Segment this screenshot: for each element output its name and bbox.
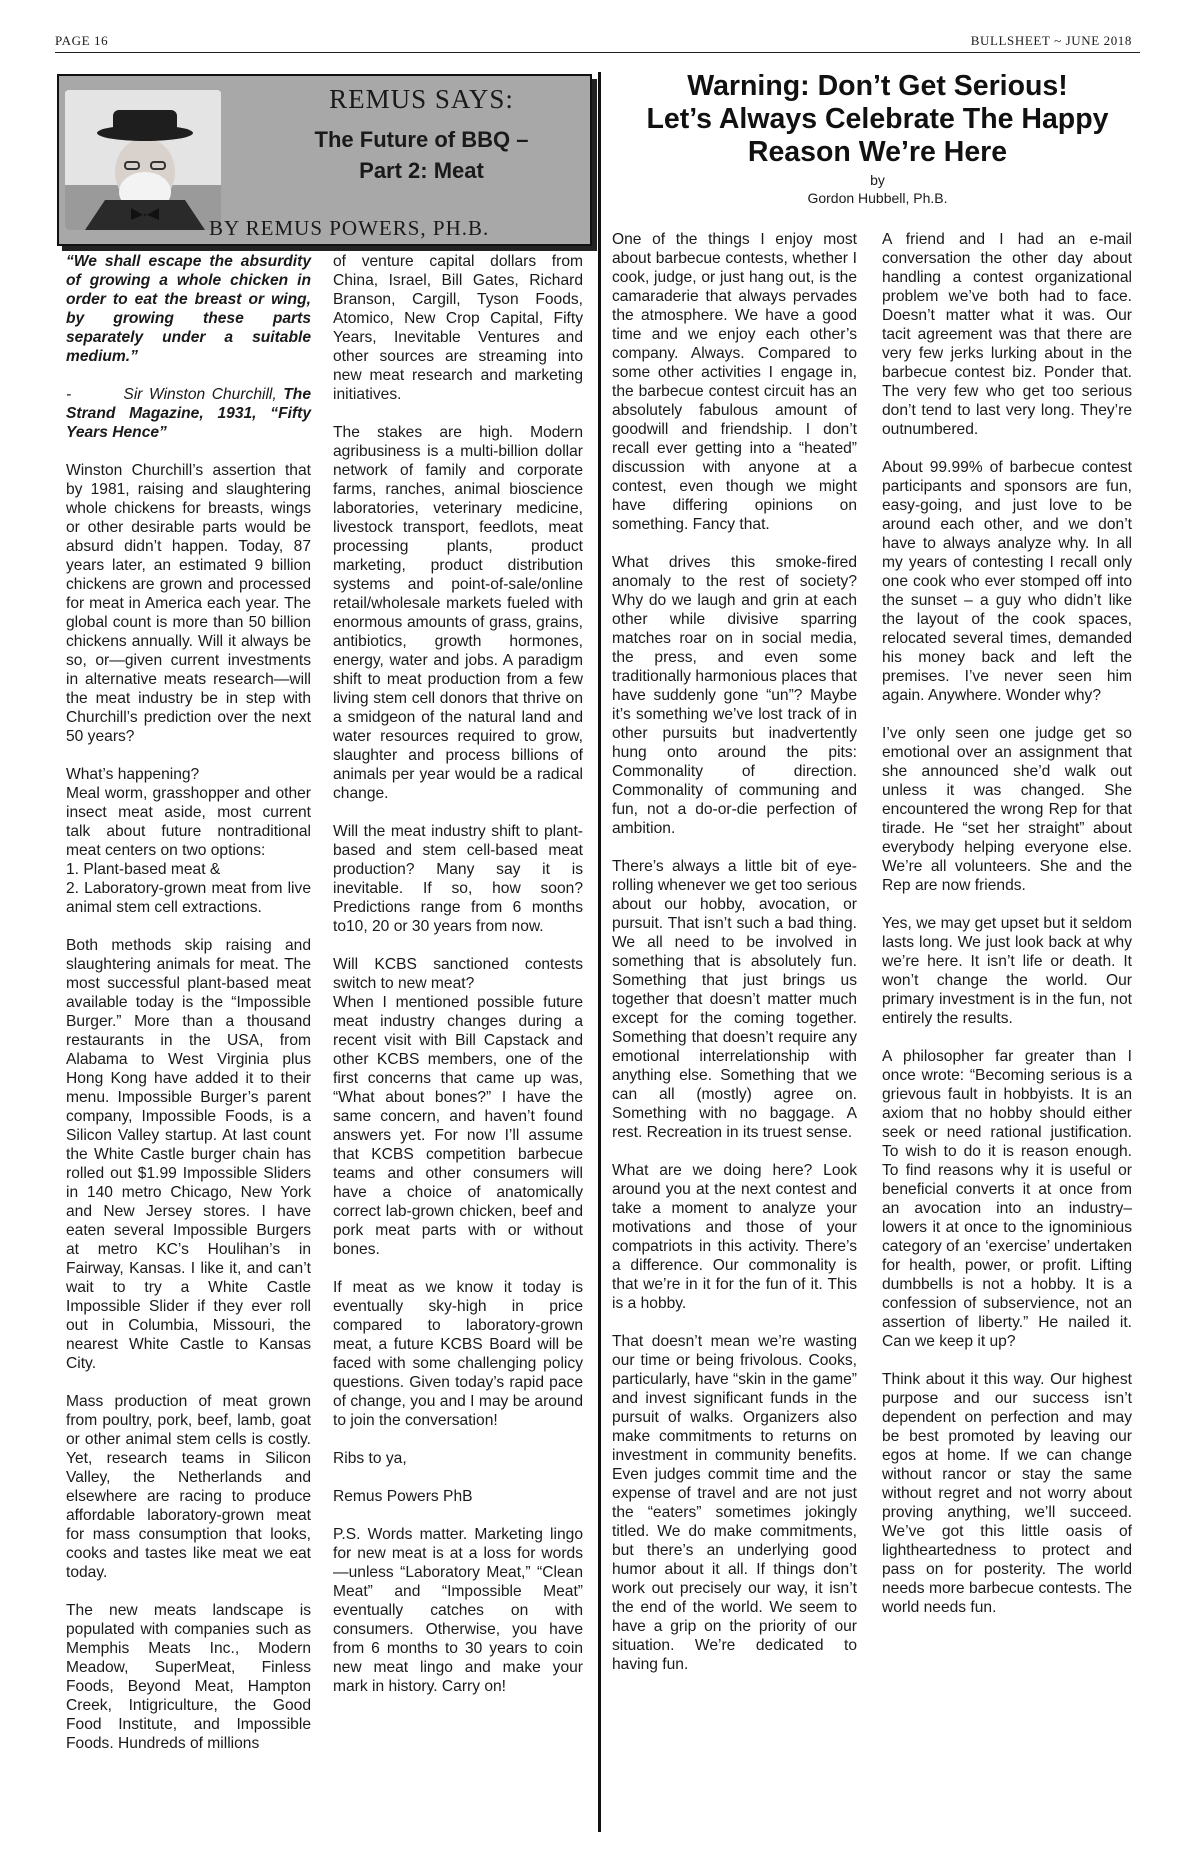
- remus-title-line2: Part 2: Meat: [359, 158, 484, 183]
- paragraph: Will KCBS sanctioned contests switch to new meat? When I mentioned possible future meat industry changes during a recent visit with Bill Capstack and other KCBS members, one of the first concerns that came up was, “What about bones?” I have the same concern, and haven’t found answers yet. For now I’ll assume that KCBS competition barbecue teams and other consumers will have a choice of anatomically correct lab-grown chicken, beef and pork meat parts with or without bones.: [333, 956, 583, 1258]
- epigraph-attribution: [66, 385, 311, 442]
- warning-author: Gordon Hubbell, Ph.B.: [807, 190, 948, 206]
- paragraph: Remus Powers PhB: [333, 1488, 473, 1505]
- epigraph-quote: “We shall escape the absurdity of growing a whole chicken in order to eat the breast or wing, by growing these parts separately under a suitable medium.”: [66, 253, 311, 365]
- warning-column-1: [612, 230, 857, 1693]
- remus-column-2: [333, 252, 583, 1715]
- attribution-source: The Strand Magazine, 1931, “Fifty Years Hence”: [66, 386, 311, 441]
- attribution-author: - Sir Winston Churchill,: [66, 386, 284, 403]
- warning-byline: [610, 171, 1145, 207]
- remus-col2-body: [333, 252, 583, 1696]
- paragraph: Ribs to ya,: [333, 1450, 407, 1467]
- remus-title-line1: The Future of BBQ –: [314, 127, 529, 152]
- paragraph: Will the meat industry shift to plant-based and stem cell-based meat production? Many say it is inevitable. If so, how soon? Predictions range from 6 months to10, 20 or 30 years from now.: [333, 823, 583, 935]
- paragraph: Mass production of meat grown from poultry, pork, beef, lamb, goat or other animal stem cells is costly. Yet, research teams in Silicon Valley, the Netherlands and elsewhere are racing to produce affordable laboratory-grown meat for mass consumption that looks, cooks and tastes like meat we eat today.: [66, 1393, 311, 1581]
- author-photo: [65, 90, 221, 230]
- paragraph: About 99.99% of barbecue contest participants and sponsors are fun, easy-going, and just love to be around each other, and we don’t have to always analyze why. In all my years of contesting I recall only one cook who ever stomped off into the sunset – a guy who didn’t like the layout of the cook spaces, relocated several times, demanded his money back and left the premises. I’ve never seen him again. Anywhere. Wonder why?: [882, 459, 1132, 704]
- paragraph: Yes, we may get upset but it seldom lasts long. We just look back at why we’re here. It isn’t life or death. It won’t change the world. Our primary investment is in the fun, not entirely the results.: [882, 915, 1132, 1027]
- paragraph: The new meats landscape is populated with companies such as Memphis Meats Inc., Modern Meadow, SuperMeat, Finless Foods, Beyond Meat, Hampton Creek, Intigriculture, the Good Food Institute, and Impossible Foods. Hundreds of millions: [66, 1602, 311, 1752]
- paragraph: If meat as we know it today is eventually sky-high in price compared to laboratory-grown meat, a future KCBS Board will be faced with some challenging policy questions. Given today’s rapid pace of change, you and I may be around to join the conversation!: [333, 1279, 583, 1429]
- warning-col3-body: [612, 230, 857, 1674]
- remus-says-kicker: REMUS SAYS:: [329, 84, 514, 114]
- author-portrait-icon: [65, 90, 221, 230]
- warning-title-line1: Warning: Don’t Get Serious!: [687, 70, 1068, 102]
- remus-byline: BY REMUS POWERS, PH.B.: [209, 216, 490, 240]
- paragraph: I’ve only seen one judge get so emotional over an assignment that she announced she’d walk out unless it was changed. She encountered the wrong Rep for that tirade. He “set her straight” about everybody helping everyone else. We’re all volunteers. She and the Rep are now friends.: [882, 725, 1132, 894]
- header-rule: [55, 52, 1140, 53]
- warning-col4-body: [882, 230, 1132, 1617]
- paragraph: Winston Churchill’s assertion that by 1981, raising and slaughtering whole chickens for breasts, wings or other desirable parts would be absurd didn’t happen. Today, 87 years later, an estimated 9 billion chickens are grown and processed for meat in America each year. The global count is more than 50 billion chickens annually. Will it always be so, or—given current investments in alternative meats research—will the meat industry be in step with Churchill’s prediction over the next 50 years?: [66, 462, 311, 745]
- issue-label: BULLSHEET ~ JUNE 2018: [970, 33, 1132, 48]
- warning-column-2: [882, 230, 1132, 1636]
- paragraph: of venture capital dollars from China, Israel, Bill Gates, Richard Branson, Cargill, Tyson Foods, Atomico, New Crop Capital, Fifty Years, Inevitable Ventures and other sources are streaming into new meat research and marketing initiatives.: [333, 253, 583, 403]
- paragraph: Think about it this way. Our highest purpose and our success isn’t dependent on perfection and may be best promoted by leaving our egos at home. If we can change without rancor or stay the same without regret and not worry about proving anything, we’ll succeed. We’ve got this little oasis of lightheartedness to protect and pass on for posterity. The world needs more barbecue contests. The world needs fun.: [882, 1371, 1132, 1616]
- remus-says-banner: [57, 74, 592, 246]
- warning-title-line2: Let’s Always Celebrate The Happy: [646, 103, 1109, 135]
- remus-article-title: [274, 124, 569, 186]
- paragraph: That doesn’t mean we’re wasting our time or being frivolous. Cooks, particularly, have “skin in the game” and invest significant funds in the pursuit of walks. Organizers also make commitments to returns on investment in community benefits. Even judges commit time and the expense of travel and are not just the “eaters” sometimes jokingly titled. We do make commitments, but there’s an underlying good humor about it all. If things don’t work out precisely our way, it isn’t the end of the world. We seem to have a grip on the priority of our situation. We’re dedicated to having fun.: [612, 1333, 857, 1673]
- paragraph: What’s happening? Meal worm, grasshopper and other insect meat aside, most current talk about future nontraditional meat centers on two options: 1. Plant-based meat & 2. Laboratory-grown meat from live animal stem cell extractions.: [66, 766, 311, 916]
- paragraph: What drives this smoke-fired anomaly to the rest of society? Why do we laugh and grin at each other while divisive sparring matches roar on in social media, the press, and even some traditionally harmonious places that have suddenly gone “un”? Maybe it’s something we’ve lost track of in other pursuits but inadvertently hung onto around the pits: Commonality of direction. Commonality of communing and fun, not a do-or-die perfection of ambition.: [612, 554, 857, 837]
- paragraph: The stakes are high. Modern agribusiness is a multi-billion dollar network of family and corporate farms, ranches, animal bioscience laboratories, veterinary medicine, livestock transport, feedlots, meat processing plants, product marketing, product distribution systems and point-of-sale/online retail/wholesale markets fueled with enormous amounts of grass, grains, antibiotics, growth hormones, energy, water and jobs. A paradigm shift to meat production from a few living stem cell donors that thrive on a smidgeon of the natural land and water resources required to grow, slaughter and process billions of animals per year would be a radical change.: [333, 424, 583, 802]
- paragraph: A friend and I had an e-mail conversation the other day about handling a contest organizational problem we’ve both had to face. Doesn’t matter what it was. Our tacit agreement was that there are very few jerks lurking about in the barbecue contest biz. Ponder that. The very few who get too serious don’t tend to last very long. They’re outnumbered.: [882, 231, 1132, 438]
- paragraph: A philosopher far greater than I once wrote: “Becoming serious is a grievous fault in hobbyists. It is an axiom that no hobby should either seek or need rational justification. To wish to do it is reason enough. To find reasons why it is useful or beneficial converts it at once from an avocation into an industry–lowers it at once to the ignominious category of an ‘exercise’ undertaken for health, power, or profit. Lifting dumbbells is not a hobby. It is a confession of subservience, not an assertion of liberty.” He nailed it. Can we keep it up?: [882, 1048, 1132, 1350]
- paragraph: One of the things I enjoy most about barbecue contests, whether I cook, judge, or just hang out, is the camaraderie that always pervades the atmosphere. We have a good time and we enjoy each other’s company. Always. Compared to some other activities I engage in, the barbecue contest circuit has an absolutely fabulous amount of goodwill and friendship. I don’t recall ever getting into a “heated” discussion with anyone at a contest, even though we might have differing opinions on something. Fancy that.: [612, 231, 857, 533]
- page-number: PAGE 16: [55, 33, 109, 48]
- remus-column-1: [66, 252, 311, 1772]
- warning-headline: [610, 70, 1145, 169]
- paragraph: There’s always a little bit of eye-rolling whenever we get too serious about our hobby, avocation, or pursuit. That isn’t such a bad thing. We all need to be involved in something that is absolutely fun. Something that just brings us together that doesn’t matter much except for the coming together. Something that doesn’t require any emotional interrelationship with anything else. Something that we can all (mostly) agree on. Something with no baggage. A rest. Recreation in its truest sense.: [612, 858, 857, 1141]
- remus-col1-body: [66, 461, 311, 1753]
- warning-by-word: by: [870, 172, 885, 188]
- warning-title-line3: Reason We’re Here: [747, 136, 1008, 168]
- column-divider: [598, 72, 601, 1832]
- paragraph: Both methods skip raising and slaughtering animals for meat. The most successful plant-based meat available today is the “Impossible Burger.” More than a thousand restaurants in the USA, from Alabama to West Virginia plus Hong Kong have added it to their menu. Impossible Burger’s parent company, Impossible Foods, is a Silicon Valley startup. At last count the White Castle burger chain has rolled out $1.99 Impossible Sliders in 140 metro Chicago, New York and New Jersey stores. I have eaten several Impossible Burgers at metro KC’s Houlihan’s in Fairway, Kansas. I like it, and can’t wait to try a White Castle Impossible Slider if they ever roll out in Columbia, Missouri, the nearest White Castle to Kansas City.: [66, 937, 311, 1372]
- paragraph: P.S. Words matter. Marketing lingo for new meat is at a loss for words—unless “Laboratory Meat,” “Clean Meat” and “Impossible Meat” eventually catches on with consumers. Otherwise, you have from 6 months to 30 years to coin new meat lingo and make your mark in history. Carry on!: [333, 1526, 583, 1695]
- paragraph: What are we doing here? Look around you at the next contest and take a moment to analyze your motivations and those of your compatriots in this activity. There’s a difference. Our commonality is that we’re in it for the fun of it. This is a hobby.: [612, 1162, 857, 1312]
